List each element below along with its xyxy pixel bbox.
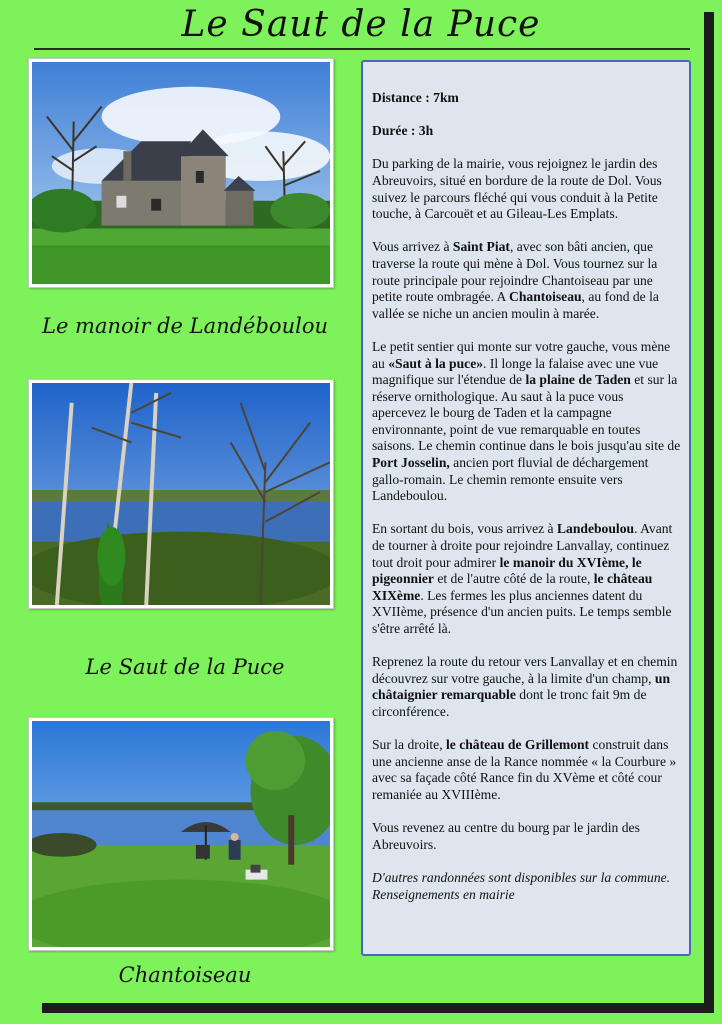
duration-info: Durée : 3h xyxy=(372,123,434,139)
p4-text-2: . Avant de tourner à droite pour rejoindre Lanvallay, continuez tout droit pour admirer xyxy=(372,521,673,570)
p6-bold-1: le château de Grillemont xyxy=(446,737,590,753)
p4-bold-1: Landeboulou xyxy=(556,521,635,537)
p4-text-4: . Les fermes les plus anciennes datent du XVIIème, présence d'un ancien puits. Le temps semble s'être arrêté là. xyxy=(372,587,672,636)
title-underline xyxy=(34,48,690,50)
p2-bold-1: Saint Piat xyxy=(452,239,510,255)
paragraph-2 xyxy=(372,239,681,322)
caption-photo1: Le manoir de Landéboulou xyxy=(42,314,328,338)
paragraph-5 xyxy=(372,654,681,720)
manoir-image xyxy=(32,62,330,284)
p3-bold-1: «Saut à la puce» xyxy=(388,355,484,371)
p3-text-3: et sur la réserve ornithologique. Au saut à la puce vous apercevez le bourg de Taden et la campagne environnante, point de vue remarquable en toutes saisons. Le chemin continue dans le bois jusqu'au site de xyxy=(372,372,681,454)
p3-text-2: . Il longe la falaise avec une vue magnifique sur l'étendue de xyxy=(372,355,659,388)
p4-bold-2: le manoir du XVIème, le pigeonnier xyxy=(372,554,642,587)
paragraph-1 xyxy=(372,156,681,222)
description-panel xyxy=(361,60,691,956)
p4-text-1: En sortant du bois, vous arrivez à xyxy=(372,521,557,537)
p4-bold-3: le château XIXème xyxy=(372,571,653,603)
p5-bold-1: un châtaignier remarquable xyxy=(372,670,671,703)
p3-bold-3: Port Josselin, xyxy=(372,455,450,471)
photo-chantoiseau xyxy=(28,717,334,951)
page-shadow-bottom xyxy=(42,1003,714,1013)
p2-text-3: , au fond de la vallée se niche un ancien moulin à marée. xyxy=(372,289,659,321)
p7-text: Vous revenez au centre du bourg par le jardin des Abreuvoirs. xyxy=(372,820,640,852)
p3-text-1: Le petit sentier qui monte sur votre gauche, vous mène au xyxy=(372,338,671,371)
p3-bold-2: la plaine de Taden xyxy=(525,372,631,388)
p2-text-1: Vous arrivez à xyxy=(372,239,453,255)
p6-text-2: construit dans une ancienne anse de la Rance nommée « la Courbure » avec sa façade côté Rance fin du XVème et côté cour remaniée au XVIIIème. xyxy=(372,737,677,802)
p1-text: Du parking de la mairie, vous rejoignez le jardin des Abreuvoirs, situé en bordure de la route de Dol. Vous suivez le parcours fléché qui vous conduit à la Petite touche, à Carcouët et au Gileau-Les Emplats. xyxy=(372,156,662,222)
paragraph-4 xyxy=(372,521,681,637)
p5-text-1: Reprenez la route du retour vers Lanvallay et en chemin découvrez sur votre gauche, à la limite d'un champ, xyxy=(372,654,678,686)
paragraph-7 xyxy=(372,820,681,853)
closing-note: D'autres randonnées sont disponibles sur la commune. Renseignements en mairie xyxy=(372,869,671,902)
paragraph-6 xyxy=(372,737,681,803)
page-shadow-right xyxy=(704,12,714,1012)
photo-manoir xyxy=(28,58,334,288)
p4-text-3: et de l'autre côté de la route, xyxy=(433,571,594,587)
chantoiseau-image xyxy=(32,721,330,947)
distance-info: Distance : 7km xyxy=(372,90,459,105)
paragraph-3 xyxy=(372,339,681,505)
p6-text-1: Sur la droite, xyxy=(372,737,446,753)
caption-photo2: Le Saut de la Puce xyxy=(85,655,285,679)
p2-bold-2: Chantoiseau xyxy=(509,289,582,305)
p5-text-2: dont le tronc fait 9m de circonférence. xyxy=(372,687,647,719)
photo-saut-de-la-puce xyxy=(28,379,334,609)
saut-image xyxy=(32,383,330,605)
p2-text-2: , avec son bâti ancien, que traverse la route qui mène à Dol. Vous tournez sur la route principale pour rejoindre Chantoiseau par une petite route ombragée. A xyxy=(372,239,658,305)
p3-text-4: ancien port fluvial de déchargement gallo-romain. Le chemin remonte ensuite vers Landeboulou. xyxy=(372,455,649,504)
caption-photo3: Chantoiseau xyxy=(118,963,252,987)
page-title: Le Saut de la Puce xyxy=(181,4,541,45)
